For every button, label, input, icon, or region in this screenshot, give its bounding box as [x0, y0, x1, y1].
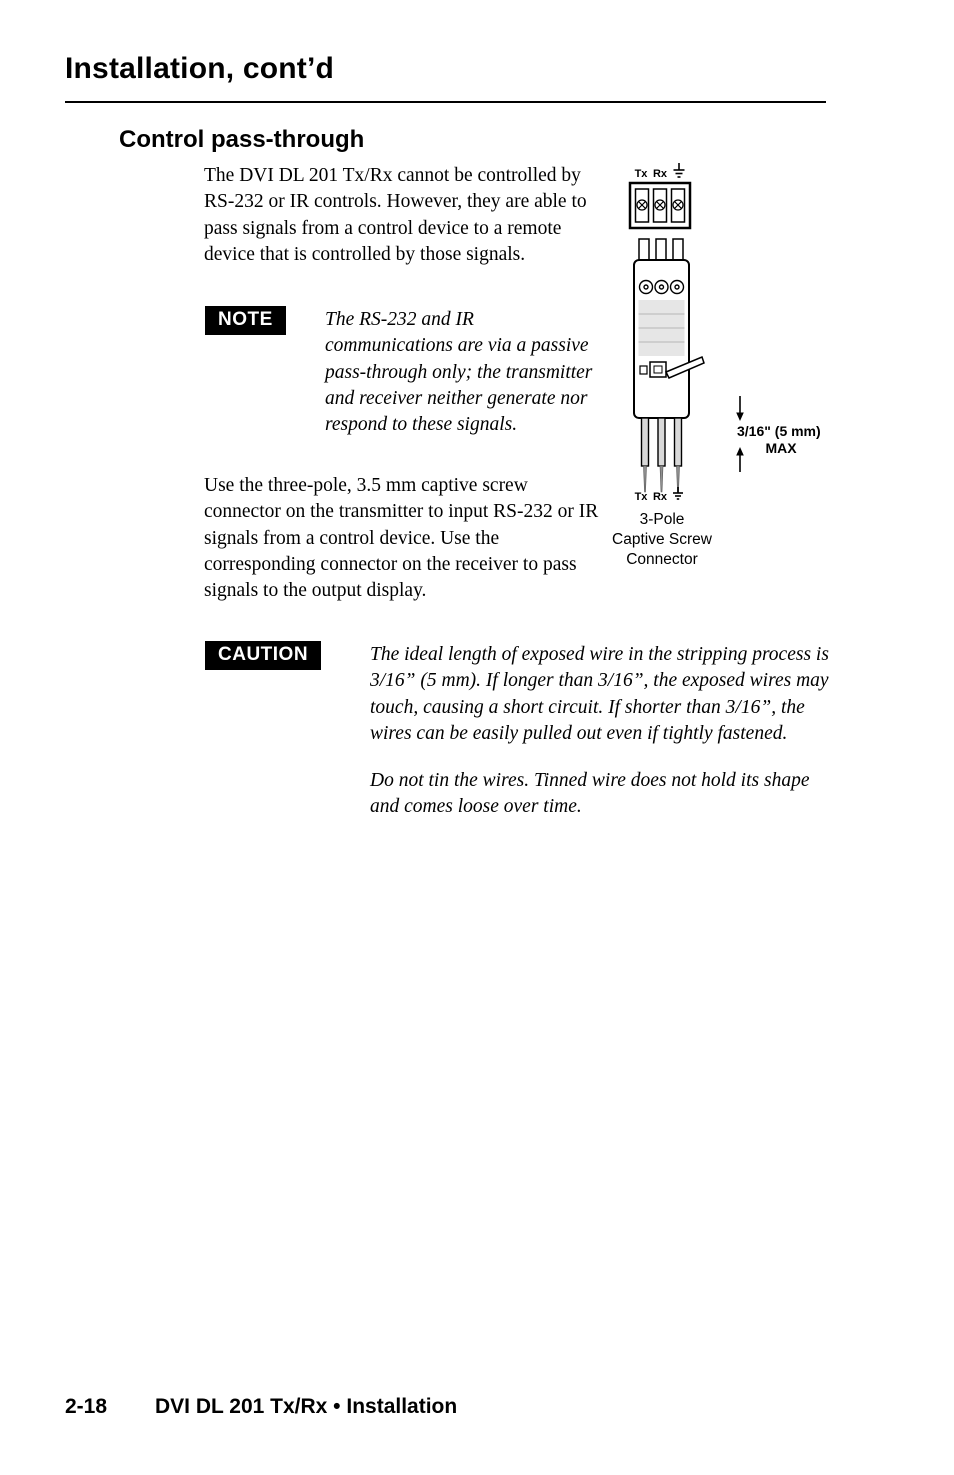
page-number: 2-18	[65, 1395, 108, 1418]
usage-paragraph: Use the three-pole, 3.5 mm captive screw connector on the transmitter to input RS-232 or IR signals from a control device. Use the corresponding connector on the receiver to pass signals to the output display.	[204, 475, 599, 602]
dimension-label: 3/16" (5 mm)	[737, 423, 821, 439]
caution-paragraph-2: Do not tin the wires. Tinned wire does not hold its shape and comes loose over time.	[370, 770, 810, 818]
figure-bottom-label-tx: Tx	[634, 491, 648, 503]
caution-paragraph-1: The ideal length of exposed wire in the stripping process is 3/16” (5 mm). If longer than 3/16”, the exposed wires may touch, causing a short circuit. If shorter than 3/16”, the wires can be easily pulled out even if tightly fastened.	[370, 644, 829, 744]
figure-caption-line1: 3-Pole	[639, 511, 685, 528]
arrow-up-icon	[736, 447, 744, 456]
wires	[642, 418, 682, 492]
caution-badge: CAUTION	[205, 641, 321, 670]
connector-body	[634, 239, 704, 418]
note-text: The RS-232 and IR communications are via a passive pass-through only; the transmitter and receiver neither generate nor respond to these signals.	[325, 309, 593, 436]
connector-top-view	[630, 183, 690, 228]
strip-length-dimension	[736, 396, 820, 472]
figure-caption-line3: Connector	[626, 551, 698, 568]
intro-paragraph: The DVI DL 201 Tx/Rx cannot be controlled by RS-232 or IR controls. However, they are able to pass signals from a control device to a remote device that is controlled by those signals.	[204, 165, 587, 265]
header-rule	[65, 101, 826, 103]
figure-top-label-tx: Tx	[634, 168, 648, 180]
section-title: Control pass-through	[119, 126, 365, 153]
page-header-title: Installation, cont’d	[65, 52, 335, 85]
dimension-max-label: MAX	[765, 440, 797, 456]
note-badge: NOTE	[205, 306, 286, 335]
caution-text-block	[370, 642, 840, 821]
figure-bottom-label-rx: Rx	[652, 491, 668, 503]
figure-caption-line2: Captive Screw	[612, 531, 712, 548]
connector-figure	[598, 156, 850, 576]
ground-icon	[673, 487, 683, 499]
footer-text: DVI DL 201 Tx/Rx • Installation	[155, 1395, 458, 1418]
ground-icon	[674, 163, 685, 177]
figure-top-label-rx: Rx	[652, 168, 668, 180]
arrow-down-icon	[736, 413, 744, 422]
